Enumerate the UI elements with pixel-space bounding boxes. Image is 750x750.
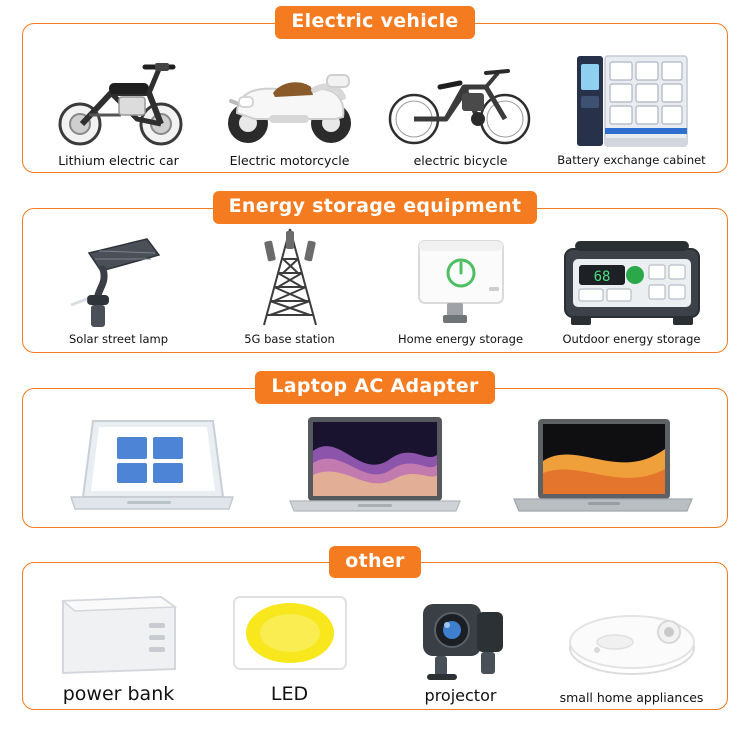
item-label: LED <box>270 682 309 705</box>
catalog-item <box>546 50 717 168</box>
laptop-grey-icon <box>489 411 717 519</box>
catalog-item <box>261 411 489 523</box>
catalog-item <box>33 411 261 523</box>
battery-exchange-cabinet-icon <box>546 50 717 150</box>
item-label: projector <box>424 686 497 706</box>
section-title: other <box>329 546 420 579</box>
item-label: Lithium electric car <box>58 152 179 168</box>
catalog-item <box>204 587 375 706</box>
catalog-item <box>204 225 375 347</box>
5g-base-station-icon <box>204 225 375 329</box>
catalog-item <box>546 600 717 705</box>
section-other <box>22 528 728 711</box>
item-label: Home energy storage <box>397 331 524 346</box>
laptop-white-icon <box>33 411 261 519</box>
electric-bicycle-icon <box>375 53 546 149</box>
home-energy-storage-icon <box>375 229 546 329</box>
section-body <box>22 388 728 528</box>
item-label: Battery exchange cabinet <box>557 153 706 168</box>
item-label: Outdoor energy storage <box>562 331 701 346</box>
item-label: 5G base station <box>244 331 335 346</box>
section-laptop-ac-adapter <box>22 353 728 528</box>
projector-icon <box>375 590 546 682</box>
catalog-item <box>489 411 717 523</box>
svg-text:68: 68 <box>593 268 610 285</box>
section-body <box>22 23 728 173</box>
laptop-silver-icon <box>261 411 489 519</box>
section-title: Energy storage equipment <box>213 191 538 224</box>
catalog-item <box>33 229 204 347</box>
catalog-item <box>546 237 717 347</box>
section-body <box>22 208 728 353</box>
catalog-item <box>204 53 375 168</box>
robot-vacuum-icon <box>546 600 717 686</box>
electric-scooter-bike-icon <box>33 53 204 149</box>
section-title: Electric vehicle <box>275 6 474 39</box>
catalog-item <box>33 53 204 168</box>
solar-street-lamp-icon <box>33 229 204 329</box>
catalog-item <box>375 590 546 705</box>
section-energy-storage-equipment <box>22 173 728 353</box>
item-label: electric bicycle <box>413 152 508 168</box>
catalog-item <box>375 229 546 347</box>
electric-motorcycle-icon <box>204 53 375 149</box>
item-label: Solar street lamp <box>69 331 168 346</box>
catalog-item <box>375 53 546 168</box>
led-chip-icon <box>204 587 375 679</box>
section-title: Laptop AC Adapter <box>255 371 494 404</box>
power-bank-icon <box>33 587 204 679</box>
item-label: small home appliances <box>559 690 704 706</box>
item-label: power bank <box>62 682 175 705</box>
section-electric-vehicle <box>22 0 728 173</box>
outdoor-energy-storage-icon <box>546 237 717 329</box>
catalog-item <box>33 587 204 706</box>
section-body <box>22 562 728 710</box>
item-label: Electric motorcycle <box>229 152 350 168</box>
